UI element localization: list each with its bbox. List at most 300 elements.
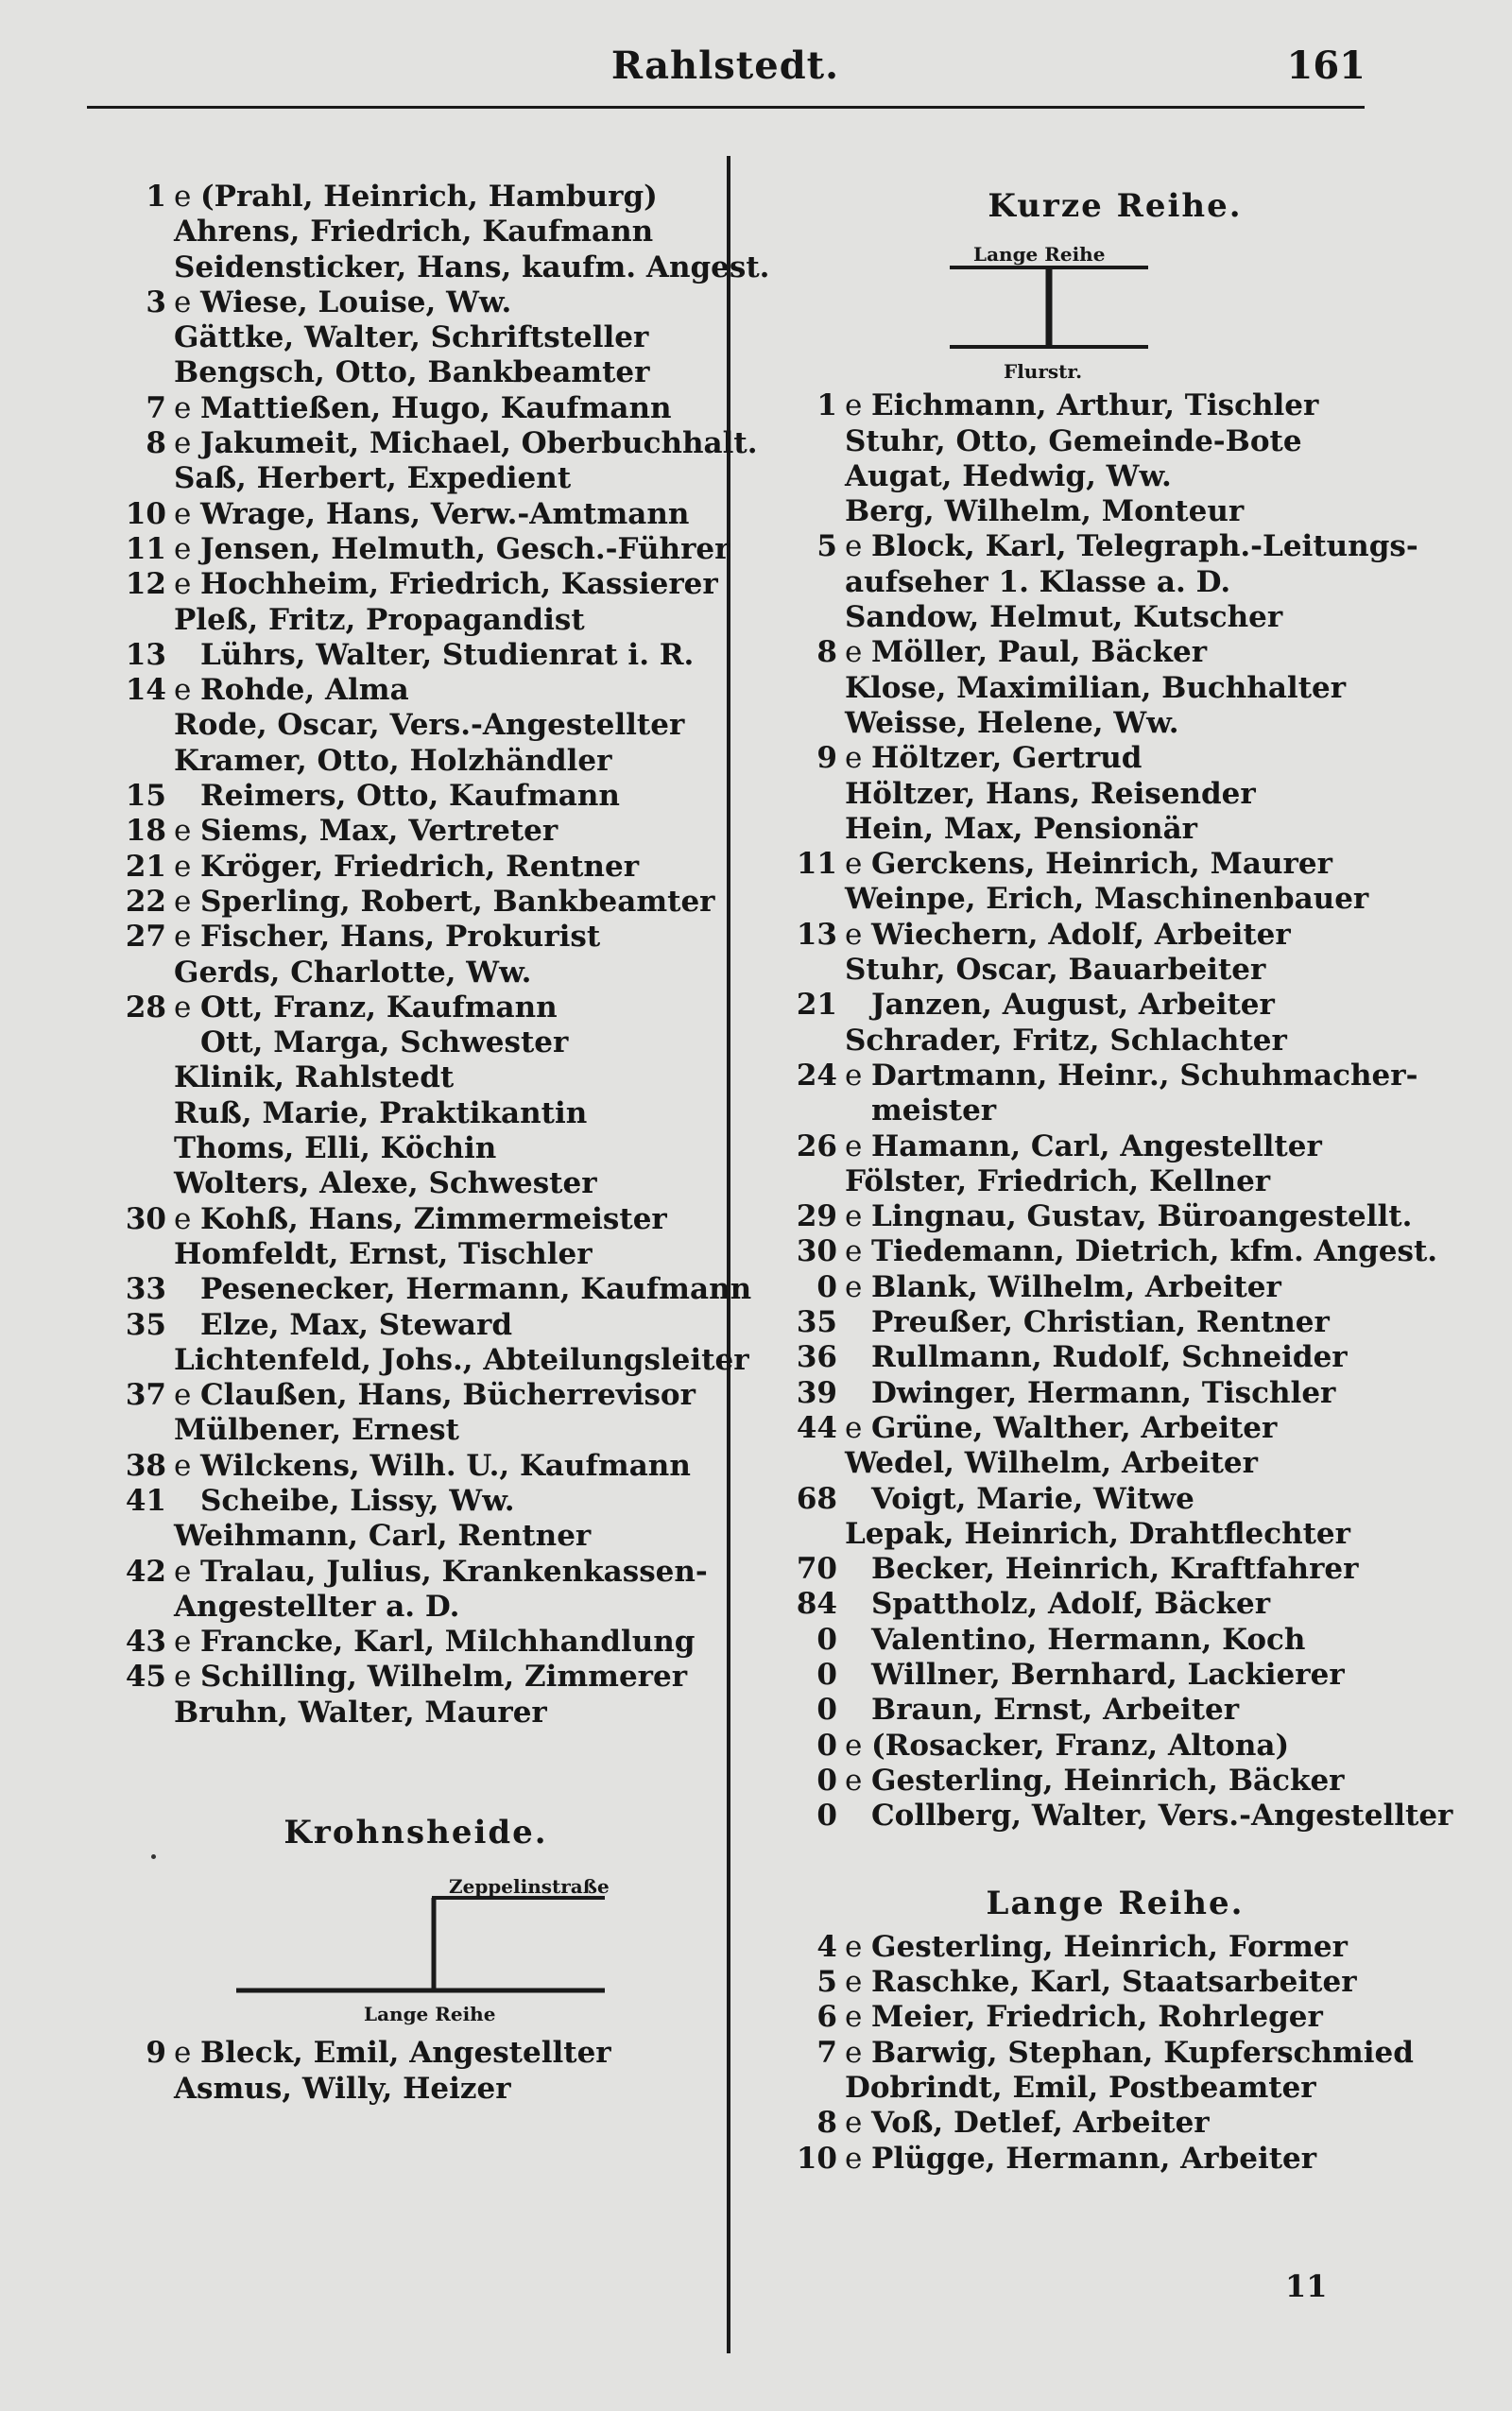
resident-text: Voß, Detlef, Arbeiter xyxy=(871,2106,1210,2141)
resident-text: Meier, Friedrich, Rohrleger xyxy=(871,2000,1323,2035)
house-number: 39 xyxy=(796,1375,837,1410)
owner-marker: e xyxy=(845,1929,863,1964)
directory-entry xyxy=(784,388,1446,423)
house-number: 26 xyxy=(796,1128,837,1163)
resident-text: Wolters, Alexe, Schwester xyxy=(174,1166,597,1201)
directory-entry xyxy=(113,744,718,779)
house-number: 43 xyxy=(125,1625,166,1660)
house-number: 35 xyxy=(796,1305,837,1340)
owner-marker: e xyxy=(845,388,863,423)
directory-entry xyxy=(784,988,1446,1023)
resident-text: Klinik, Rahlstedt xyxy=(174,1060,455,1095)
resident-text: Stuhr, Otto, Gemeinde-Bote xyxy=(845,423,1302,458)
left-column xyxy=(113,180,770,2107)
street-diagram xyxy=(784,232,1446,383)
owner-marker: e xyxy=(845,847,863,882)
resident-text: Jakumeit, Michael, Oberbuchhalt. xyxy=(200,426,758,461)
house-number: 8 xyxy=(146,426,166,461)
resident-text: Gesterling, Heinrich, Former xyxy=(871,1929,1348,1964)
owner-marker: e xyxy=(174,1201,192,1236)
resident-text: Reimers, Otto, Kaufmann xyxy=(200,779,620,814)
resident-text: Angestellter a. D. xyxy=(174,1589,460,1624)
owner-marker: e xyxy=(174,1554,192,1589)
owner-marker: e xyxy=(845,1728,863,1763)
resident-text: Stuhr, Oscar, Bauarbeiter xyxy=(845,953,1266,988)
directory-entry xyxy=(113,285,718,320)
resident-text: Hein, Max, Pensionär xyxy=(845,811,1197,846)
street-title: Rahlstedt. xyxy=(610,43,840,88)
owner-marker: e xyxy=(845,1410,863,1445)
resident-text: Möller, Paul, Bäcker xyxy=(871,635,1208,670)
directory-entry xyxy=(113,1696,718,1731)
owner-marker: e xyxy=(845,2141,863,2176)
directory-entry xyxy=(113,215,718,250)
owner-marker: e xyxy=(845,2106,863,2141)
owner-marker: e xyxy=(174,814,192,849)
directory-entry xyxy=(113,1202,718,1237)
directory-entry xyxy=(113,355,718,390)
house-number: 3 xyxy=(146,284,166,319)
street-diagram xyxy=(113,1858,718,2026)
directory-entry xyxy=(784,1164,1446,1199)
resident-text: Dwinger, Hermann, Tischler xyxy=(871,1375,1336,1410)
directory-entry xyxy=(113,814,718,849)
directory-entry xyxy=(113,885,718,920)
resident-text: Claußen, Hans, Bücherrevisor xyxy=(200,1378,696,1413)
house-number: 9 xyxy=(816,741,837,776)
directory-entry xyxy=(113,638,718,673)
directory-entry xyxy=(784,1729,1446,1764)
house-number: 0 xyxy=(816,1763,837,1798)
resident-text: Bruhn, Walter, Maurer xyxy=(174,1695,547,1730)
directory-entry xyxy=(113,426,758,461)
resident-text: Ruß, Marie, Praktikantin xyxy=(174,1095,588,1130)
house-number: 5 xyxy=(816,529,837,564)
directory-entry xyxy=(113,1308,718,1343)
directory-entry xyxy=(784,1446,1446,1481)
resident-text: Braun, Ernst, Arbeiter xyxy=(871,1693,1240,1728)
owner-marker: e xyxy=(845,1965,863,2000)
directory-entry xyxy=(113,1025,718,1060)
owner-marker: e xyxy=(174,426,192,461)
directory-entry xyxy=(784,671,1446,706)
resident-text: Asmus, Willy, Heizer xyxy=(174,2071,511,2106)
right-column xyxy=(784,180,1453,2177)
directory-entry xyxy=(784,953,1446,988)
house-number: 7 xyxy=(146,390,166,425)
resident-text: Weisse, Helene, Ww. xyxy=(845,705,1179,740)
resident-text: Fölster, Friedrich, Kellner xyxy=(845,1163,1271,1198)
directory-entry xyxy=(784,1587,1446,1622)
resident-text: Klose, Maximilian, Buchhalter xyxy=(845,670,1347,705)
directory-entry xyxy=(784,1517,1446,1552)
directory-entry xyxy=(113,1449,718,1484)
resident-text: Ott, Marga, Schwester xyxy=(200,1025,569,1060)
directory-entry xyxy=(784,1305,1446,1340)
owner-marker: e xyxy=(174,849,192,884)
house-number: 0 xyxy=(816,1269,837,1304)
resident-text: Siems, Max, Vertreter xyxy=(200,814,558,849)
directory-entry xyxy=(784,812,1446,847)
directory-entry xyxy=(113,1237,718,1272)
resident-text: Rullmann, Rudolf, Schneider xyxy=(871,1340,1348,1375)
directory-entry xyxy=(113,603,718,638)
directory-entry xyxy=(113,1342,749,1378)
resident-text: Voigt, Marie, Witwe xyxy=(871,1481,1194,1516)
header-rule xyxy=(87,106,1365,109)
directory-entry xyxy=(113,1378,718,1413)
directory-entry xyxy=(113,1096,718,1131)
print-speck xyxy=(151,1854,156,1859)
resident-text: Collberg, Walter, Vers.-Angestellter xyxy=(871,1799,1453,1834)
house-number: 7 xyxy=(816,2035,837,2070)
house-number: 12 xyxy=(125,567,166,602)
resident-text: Tiedemann, Dietrich, kfm. Angest. xyxy=(871,1234,1438,1269)
owner-marker: e xyxy=(845,741,863,776)
resident-text: Dobrindt, Emil, Postbeamter xyxy=(845,2070,1316,2105)
owner-marker: e xyxy=(845,1199,863,1234)
directory-entry xyxy=(784,2036,1446,2071)
resident-text: Weihmann, Carl, Rentner xyxy=(174,1519,592,1554)
directory-entry xyxy=(784,2000,1446,2035)
column-divider xyxy=(727,156,730,2353)
resident-text: Spattholz, Adolf, Bäcker xyxy=(871,1587,1271,1622)
house-number: 11 xyxy=(125,531,166,566)
directory-entry xyxy=(784,635,1446,670)
resident-text: Kramer, Otto, Holzhändler xyxy=(174,743,612,778)
resident-text: Plügge, Hermann, Arbeiter xyxy=(871,2141,1317,2176)
resident-text: Rohde, Alma xyxy=(200,673,409,708)
directory-entry xyxy=(113,320,718,355)
resident-text: Preußer, Christian, Rentner xyxy=(871,1305,1330,1340)
house-number: 29 xyxy=(796,1199,837,1234)
owner-marker: e xyxy=(174,1448,192,1483)
owner-marker: e xyxy=(845,1058,863,1093)
directory-entry xyxy=(113,180,718,215)
resident-text: Wiechern, Adolf, Arbeiter xyxy=(871,917,1291,952)
directory-entry xyxy=(784,1799,1453,1834)
resident-text: (Rosacker, Franz, Altona) xyxy=(871,1728,1290,1763)
resident-text: Mattießen, Hugo, Kaufmann xyxy=(200,390,672,425)
resident-text: Bleck, Emil, Angestellter xyxy=(200,2036,611,2071)
directory-entry xyxy=(784,847,1446,882)
resident-text: Lepak, Heinrich, Drahtflechter xyxy=(845,1516,1350,1551)
directory-entry xyxy=(113,956,718,990)
owner-marker: e xyxy=(845,635,863,670)
directory-entry xyxy=(784,1376,1446,1411)
resident-text: Wilckens, Wilh. U., Kaufmann xyxy=(200,1448,691,1483)
directory-entry xyxy=(113,1060,718,1095)
resident-text: Wiese, Louise, Ww. xyxy=(200,284,512,319)
house-number: 28 xyxy=(125,990,166,1025)
resident-text: Jensen, Helmuth, Gesch.-Führer xyxy=(200,531,730,566)
house-number: 30 xyxy=(125,1201,166,1236)
section-title: Krohnsheide. xyxy=(284,1814,548,1852)
resident-text: Rode, Oscar, Vers.-Angestellter xyxy=(174,708,685,743)
directory-entry xyxy=(784,918,1446,953)
resident-text: Höltzer, Gertrud xyxy=(871,741,1143,776)
section-title: Kurze Reihe. xyxy=(988,187,1243,225)
directory-entry xyxy=(113,1272,752,1307)
resident-text: Kohß, Hans, Zimmermeister xyxy=(200,1201,667,1236)
resident-text: Tralau, Julius, Krankenkassen- xyxy=(200,1554,708,1589)
directory-entry xyxy=(784,1965,1446,2000)
sheet-number: 11 xyxy=(1285,2268,1328,2304)
directory-entry xyxy=(784,1059,1446,1094)
directory-entry xyxy=(113,1131,718,1166)
directory-entry xyxy=(113,567,718,602)
directory-entry xyxy=(784,459,1446,494)
directory-entry xyxy=(784,1411,1446,1446)
owner-marker: e xyxy=(174,1660,192,1695)
directory-entry xyxy=(784,1764,1446,1799)
resident-text: Dartmann, Heinr., Schuhmacher- xyxy=(871,1058,1418,1093)
directory-entry xyxy=(784,600,1446,635)
directory-entry xyxy=(784,882,1446,917)
resident-text: Schilling, Wilhelm, Zimmerer xyxy=(200,1660,688,1695)
directory-entry xyxy=(784,706,1446,741)
resident-text: Elze, Max, Steward xyxy=(200,1307,512,1342)
resident-text: Hochheim, Friedrich, Kassierer xyxy=(200,567,718,602)
house-number: 0 xyxy=(816,1728,837,1763)
directory-entry xyxy=(784,1693,1446,1728)
resident-text: Janzen, August, Arbeiter xyxy=(871,988,1275,1023)
house-number: 9 xyxy=(146,2036,166,2071)
resident-text: Lichtenfeld, Johs., Abteilungsleiter xyxy=(174,1342,749,1377)
directory-entry xyxy=(784,1482,1446,1517)
resident-text: Fischer, Hans, Prokurist xyxy=(200,920,601,955)
resident-text: Barwig, Stephan, Kupferschmied xyxy=(871,2035,1414,2070)
house-number: 13 xyxy=(796,917,837,952)
directory-entry xyxy=(113,1590,718,1625)
directory-entry xyxy=(784,494,1446,529)
owner-marker: e xyxy=(174,390,192,425)
owner-marker: e xyxy=(174,2036,192,2071)
diagram-bottom-label: Flurstr. xyxy=(1004,360,1083,384)
resident-text: Berg, Wilhelm, Monteur xyxy=(845,494,1245,529)
diagram-bottom-label: Lange Reihe xyxy=(364,2003,496,2026)
running-head xyxy=(85,43,1366,100)
house-number: 21 xyxy=(796,988,837,1023)
directory-entry xyxy=(113,2072,718,2107)
house-number: 0 xyxy=(816,1799,837,1834)
resident-text: Augat, Hedwig, Ww. xyxy=(845,458,1172,493)
house-number: 18 xyxy=(125,814,166,849)
house-number: 0 xyxy=(816,1622,837,1657)
page-number: 161 xyxy=(1286,43,1366,88)
house-number: 27 xyxy=(125,920,166,955)
directory-entry xyxy=(113,1413,718,1448)
directory-entry xyxy=(784,529,1446,564)
owner-marker: e xyxy=(845,529,863,564)
house-number: 37 xyxy=(125,1378,166,1413)
house-number: 8 xyxy=(816,2106,837,2141)
house-number: 6 xyxy=(816,2000,837,2035)
directory-entry xyxy=(113,391,718,426)
directory-entry xyxy=(113,990,718,1025)
house-number: 21 xyxy=(125,849,166,884)
directory-entry xyxy=(113,531,730,567)
owner-marker: e xyxy=(845,1128,863,1163)
house-number: 45 xyxy=(125,1660,166,1695)
house-number: 0 xyxy=(816,1693,837,1728)
owner-marker: e xyxy=(845,1234,863,1269)
house-number: 30 xyxy=(796,1234,837,1269)
resident-text: Seidensticker, Hans, kaufm. Angest. xyxy=(174,250,770,284)
house-number: 4 xyxy=(816,1929,837,1964)
house-number: 10 xyxy=(796,2141,837,2176)
directory-entry xyxy=(113,1519,718,1554)
owner-marker: e xyxy=(174,284,192,319)
resident-text: Eichmann, Arthur, Tischler xyxy=(871,388,1319,423)
directory-entry xyxy=(113,250,770,285)
resident-text: Pesenecker, Hermann, Kaufmann xyxy=(200,1272,752,1307)
resident-text: Sperling, Robert, Bankbeamter xyxy=(200,884,715,919)
resident-text: aufseher 1. Klasse a. D. xyxy=(845,564,1231,599)
resident-text: Homfeldt, Ernst, Tischler xyxy=(174,1236,593,1271)
directory-entry xyxy=(784,1552,1446,1587)
resident-text: Lührs, Walter, Studienrat i. R. xyxy=(200,637,695,672)
directory-entry xyxy=(784,1930,1446,1965)
house-number: 70 xyxy=(796,1552,837,1587)
resident-text: Ahrens, Friedrich, Kaufmann xyxy=(174,215,654,250)
owner-marker: e xyxy=(174,496,192,531)
owner-marker: e xyxy=(174,1625,192,1660)
house-number: 84 xyxy=(796,1587,837,1622)
resident-text: Höltzer, Hans, Reisender xyxy=(845,776,1256,811)
resident-text: (Prahl, Heinrich, Hamburg) xyxy=(200,180,658,214)
house-number: 33 xyxy=(125,1272,166,1307)
directory-entry xyxy=(113,1166,718,1201)
owner-marker: e xyxy=(845,2035,863,2070)
directory-entry xyxy=(784,1270,1446,1305)
resident-text: Pleß, Fritz, Propagandist xyxy=(174,602,585,637)
owner-marker: e xyxy=(845,917,863,952)
resident-text: Willner, Bernhard, Lackierer xyxy=(871,1657,1345,1692)
directory-entry xyxy=(784,777,1446,812)
directory-entry xyxy=(113,1484,718,1519)
house-number: 1 xyxy=(816,388,837,423)
resident-text: Scheibe, Lissy, Ww. xyxy=(200,1483,515,1518)
directory-entry xyxy=(784,1199,1446,1234)
house-number: 10 xyxy=(125,496,166,531)
resident-text: Valentino, Hermann, Koch xyxy=(871,1622,1306,1657)
house-number: 42 xyxy=(125,1554,166,1589)
resident-text: Gättke, Walter, Schriftsteller xyxy=(174,320,649,355)
address-list xyxy=(784,1930,1446,2177)
house-number: 14 xyxy=(125,673,166,708)
owner-marker: e xyxy=(174,1378,192,1413)
house-number: 5 xyxy=(816,1965,837,2000)
house-number: 22 xyxy=(125,884,166,919)
directory-entry xyxy=(113,1625,718,1660)
house-number: 13 xyxy=(125,637,166,672)
section-title: Lange Reihe. xyxy=(986,1885,1245,1923)
directory-entry xyxy=(113,461,718,496)
resident-text: Lingnau, Gustav, Büroangestellt. xyxy=(871,1199,1413,1234)
directory-entry xyxy=(113,920,718,955)
address-list xyxy=(113,2036,718,2107)
house-number: 35 xyxy=(125,1307,166,1342)
address-list xyxy=(784,388,1453,1834)
house-number: 1 xyxy=(146,180,166,214)
directory-entry xyxy=(113,1555,718,1590)
resident-text: Raschke, Karl, Staatsarbeiter xyxy=(871,1965,1357,2000)
owner-marker: e xyxy=(845,1269,863,1304)
diagram-top-label: Zeppelinstraße xyxy=(449,1875,610,1899)
owner-marker: e xyxy=(174,180,192,214)
directory-entry xyxy=(784,1658,1446,1693)
owner-marker: e xyxy=(174,990,192,1025)
house-number: 36 xyxy=(796,1340,837,1375)
owner-marker: e xyxy=(174,673,192,708)
house-number: 41 xyxy=(125,1483,166,1518)
directory-entry xyxy=(784,741,1446,776)
resident-text: Ott, Franz, Kaufmann xyxy=(200,990,558,1025)
owner-marker: e xyxy=(845,1763,863,1798)
resident-text: Kröger, Friedrich, Rentner xyxy=(200,849,640,884)
owner-marker: e xyxy=(845,2000,863,2035)
resident-text: Francke, Karl, Milchhandlung xyxy=(200,1625,696,1660)
directory-entry xyxy=(784,1623,1446,1658)
directory-entry xyxy=(784,2106,1446,2141)
house-number: 15 xyxy=(125,779,166,814)
directory-entry xyxy=(113,497,718,532)
house-number: 8 xyxy=(816,635,837,670)
resident-text: meister xyxy=(871,1094,997,1128)
directory-entry xyxy=(113,1660,718,1695)
resident-text: Mülbener, Ernest xyxy=(174,1413,459,1448)
resident-text: Thoms, Elli, Köchin xyxy=(174,1131,497,1166)
house-number: 0 xyxy=(816,1657,837,1692)
directory-entry xyxy=(784,424,1446,459)
resident-text: Becker, Heinrich, Kraftfahrer xyxy=(871,1552,1359,1587)
directory-entry xyxy=(784,2071,1446,2106)
house-number: 11 xyxy=(796,847,837,882)
directory-entry xyxy=(784,1094,1446,1128)
owner-marker: e xyxy=(174,567,192,602)
house-number: 38 xyxy=(125,1448,166,1483)
directory-entry xyxy=(784,1024,1446,1059)
house-number: 68 xyxy=(796,1481,837,1516)
resident-text: Bengsch, Otto, Bankbeamter xyxy=(174,355,650,390)
resident-text: Blank, Wilhelm, Arbeiter xyxy=(871,1269,1281,1304)
directory-entry xyxy=(784,1129,1446,1164)
directory-entry xyxy=(113,779,718,814)
resident-text: Weinpe, Erich, Maschinenbauer xyxy=(845,882,1369,917)
directory-entry xyxy=(113,2036,718,2071)
directory-entry xyxy=(784,2142,1446,2177)
house-number: 44 xyxy=(796,1410,837,1445)
resident-text: Saß, Herbert, Expedient xyxy=(174,461,572,496)
resident-text: Gerckens, Heinrich, Maurer xyxy=(871,847,1332,882)
resident-text: Wedel, Wilhelm, Arbeiter xyxy=(845,1446,1258,1481)
resident-text: Wrage, Hans, Verw.-Amtmann xyxy=(200,496,690,531)
directory-entry xyxy=(784,565,1446,600)
resident-text: Gerds, Charlotte, Ww. xyxy=(174,955,532,990)
house-number: 24 xyxy=(796,1058,837,1093)
address-list xyxy=(113,180,770,1731)
resident-text: Gesterling, Heinrich, Bäcker xyxy=(871,1763,1345,1798)
resident-text: Sandow, Helmut, Kutscher xyxy=(845,600,1283,635)
directory-entry xyxy=(113,708,718,743)
owner-marker: e xyxy=(174,884,192,919)
directory-entry xyxy=(784,1340,1446,1375)
resident-text: Grüne, Walther, Arbeiter xyxy=(871,1410,1278,1445)
directory-entry xyxy=(113,850,718,885)
resident-text: Schrader, Fritz, Schlachter xyxy=(845,1023,1287,1058)
diagram-lines xyxy=(784,232,1446,383)
